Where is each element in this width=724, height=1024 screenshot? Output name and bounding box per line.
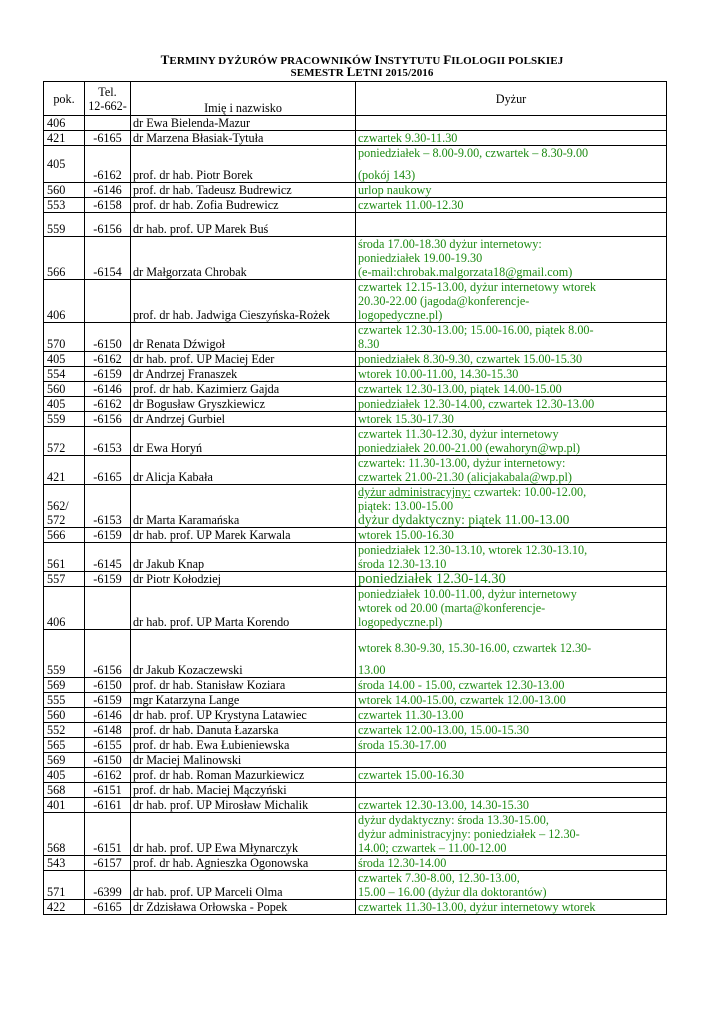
duty-line: 14.00; czwartek – 11.00-12.00 [358,841,507,855]
room-cell: 553 [44,198,85,213]
name-cell: dr hab. prof. UP Ewa Młynarczyk [131,813,356,856]
name-cell: dr hab. prof. UP Marek Buś [131,213,356,237]
name-cell: dr hab. prof. UP Marta Korendo [131,587,356,630]
name-cell: dr Ewa Horyń [131,427,356,456]
room-cell: 406 [44,587,85,630]
document-title-line1: TERMINY DYŻURÓW PRACOWNIKÓW INSTYTUTU FILOLOGII POLSKIEJ [160,52,564,67]
phone-cell: -6162 [85,352,131,367]
name-cell: prof. dr hab. Roman Mazurkiewicz [131,768,356,783]
duty-line: poniedziałek – 8.00-9.00, czwartek – 8.30-9.00 [358,146,589,160]
table-row [44,572,667,587]
table-row [44,528,667,543]
name-cell: dr Małgorzata Chrobak [131,237,356,280]
room-cell: 559 [44,412,85,427]
table-row [44,768,667,783]
table-row [44,871,667,900]
duty-line: czwartek 21.00-21.30 (alicjakabala@wp.pl) [358,470,572,484]
duty-cell [356,708,667,723]
phone-cell: -6155 [85,738,131,753]
name-cell: mgr Katarzyna Lange [131,693,356,708]
duty-line: czwartek 12.00-13.00, 15.00-15.30 [358,723,529,737]
table-row [44,813,667,856]
table-row [44,900,667,915]
phone-cell: -6159 [85,572,131,587]
name-cell: prof. dr hab. Ewa Łubieniewska [131,738,356,753]
duty-line: 15.00 – 16.00 (dyżur dla doktorantów) [358,885,547,899]
name-cell: dr Bogusław Gryszkiewicz [131,397,356,412]
name-cell: prof. dr hab. Agnieszka Ogonowska [131,856,356,871]
room-cell: 405 [44,768,85,783]
table-row [44,693,667,708]
header-duty: Dyżur [356,82,667,116]
table-row [44,456,667,485]
duty-line: dyżur administracyjny: czwartek: 10.00-12.00, [358,485,587,499]
phone-cell: -6146 [85,708,131,723]
table-row [44,708,667,723]
name-cell: dr Maciej Malinowski [131,753,356,768]
duty-cell [356,456,667,485]
name-cell: prof. dr hab. Kazimierz Gajda [131,382,356,397]
duty-cell [356,587,667,630]
phone-cell: -6150 [85,678,131,693]
table-row [44,237,667,280]
table-row [44,183,667,198]
table-header-row [44,82,667,116]
duty-cell [356,693,667,708]
duty-line: 8.30 [358,337,380,351]
table-row [44,543,667,572]
duty-line: poniedziałek 8.30-9.30, czwartek 15.00-15.30 [358,352,583,366]
room-cell: 568 [44,813,85,856]
name-cell: dr Piotr Kołodziej [131,572,356,587]
name-cell: dr Marta Karamańska [131,485,356,528]
duty-line: piątek: 13.00-15.00 [358,499,454,513]
duty-cell [356,352,667,367]
duty-cell [356,798,667,813]
name-cell: dr Zdzisława Orłowska - Popek [131,900,356,915]
table-row [44,753,667,768]
room-cell: 421 [44,456,85,485]
duty-cell [356,198,667,213]
duty-line: wtorek 15.00-16.30 [358,528,454,542]
duty-line: logopedyczne.pl) [358,308,443,322]
room-cell: 557 [44,572,85,587]
duty-cell [356,900,667,915]
duty-cell [356,146,667,183]
phone-cell: -6154 [85,237,131,280]
room-cell: 570 [44,323,85,352]
duty-line: czwartek 11.00-12.30 [358,198,464,212]
duty-line: czwartek 12.15-13.00, dyżur internetowy wtorek [358,280,596,294]
phone-cell: -6150 [85,753,131,768]
duty-cell [356,116,667,131]
room-cell: 560 [44,708,85,723]
duty-cell [356,427,667,456]
room-cell: 401 [44,798,85,813]
name-cell: dr hab. prof. UP Marek Karwala [131,528,356,543]
table-row [44,280,667,323]
phone-cell: -6156 [85,630,131,678]
table-row [44,397,667,412]
room-cell: 572 [44,427,85,456]
phone-cell: -6158 [85,198,131,213]
room-cell: 543 [44,856,85,871]
duty-cell [356,572,667,587]
name-cell: dr hab. prof. UP Mirosław Michalik [131,798,356,813]
phone-cell: -6159 [85,367,131,382]
room-cell: 568 [44,783,85,798]
room-cell: 405 [44,146,85,183]
name-cell: dr Ewa Bielenda-Mazur [131,116,356,131]
name-cell: dr hab. prof. UP Krystyna Latawiec [131,708,356,723]
duty-line: czwartek 11.30-13.00, dyżur internetowy wtorek [358,900,596,914]
table-row [44,352,667,367]
table-row [44,856,667,871]
duty-line: (pokój 143) [358,168,416,182]
room-cell: 561 [44,543,85,572]
duty-cell [356,183,667,198]
duty-line: środa 12.30-13.10 [358,557,447,571]
duty-cell [356,783,667,798]
duty-line: poniedziałek 10.00-11.00, dyżur internetowy [358,587,577,601]
table-row [44,798,667,813]
room-cell: 565 [44,738,85,753]
header-name: Imię i nazwisko [131,82,356,116]
duty-line: poniedziałek 12.30-14.00, czwartek 12.30-13.00 [358,397,595,411]
table-row [44,146,667,183]
room-cell: 566 [44,528,85,543]
phone-cell: -6162 [85,146,131,183]
duty-line: dyżur administracyjny: poniedziałek – 12.30- [358,827,580,841]
table-row [44,323,667,352]
document-title-line2: SEMESTR LETNI 2015/2016 [290,64,434,79]
phone-cell: -6399 [85,871,131,900]
duty-cell [356,528,667,543]
duty-line: środa 17.00-18.30 dyżur internetowy: [358,237,542,251]
name-cell: prof. dr hab. Tadeusz Budrewicz [131,183,356,198]
duty-cell [356,397,667,412]
name-cell: prof. dr hab. Zofia Budrewicz [131,198,356,213]
phone-cell: -6161 [85,798,131,813]
table-row [44,587,667,630]
duty-cell [356,768,667,783]
name-cell: dr Jakub Knap [131,543,356,572]
table-row [44,412,667,427]
duty-line: czwartek 11.30-13.00 [358,708,464,722]
phone-cell: -6153 [85,485,131,528]
table-row [44,485,667,528]
room-cell: 566 [44,237,85,280]
name-cell: prof. dr hab. Stanisław Koziara [131,678,356,693]
name-cell: dr Marzena Błasiak-Tytuła [131,131,356,146]
phone-cell: -6159 [85,528,131,543]
table-row [44,131,667,146]
duty-line: środa 15.30-17.00 [358,738,447,752]
name-cell: prof. dr hab. Jadwiga Cieszyńska-Rożek [131,280,356,323]
room-cell: 406 [44,116,85,131]
table-row [44,723,667,738]
duty-cell [356,213,667,237]
room-cell: 554 [44,367,85,382]
duty-line: poniedziałek 20.00-21.00 (ewahoryn@wp.pl) [358,441,581,455]
room-cell: 569 [44,678,85,693]
duty-line: środa 14.00 - 15.00, czwartek 12.30-13.00 [358,678,565,692]
phone-cell: -6148 [85,723,131,738]
room-cell: 559 [44,213,85,237]
room-cell: 405 [44,397,85,412]
table-row [44,367,667,382]
table-body [44,116,667,915]
name-cell: prof. dr hab. Maciej Mączyński [131,783,356,798]
table-row [44,427,667,456]
table-row [44,783,667,798]
duty-line: logopedyczne.pl) [358,615,443,629]
duty-line: poniedziałek 12.30-13.10, wtorek 12.30-13.10, [358,543,588,557]
table-row [44,738,667,753]
room-cell: 569 [44,753,85,768]
phone-cell: -6145 [85,543,131,572]
room-cell: 559 [44,630,85,678]
name-cell: dr Jakub Kozaczewski [131,630,356,678]
duty-line: czwartek 9.30-11.30 [358,131,458,145]
duty-line: środa 12.30-14.00 [358,856,447,870]
phone-cell: -6156 [85,412,131,427]
room-cell: 560 [44,183,85,198]
table-row [44,678,667,693]
duty-cell [356,738,667,753]
phone-cell: -6156 [85,213,131,237]
name-cell: dr hab. prof. UP Marceli Olma [131,871,356,900]
duty-line: 20.30-22.00 (jagoda@konferencje- [358,294,530,308]
duty-line: czwartek 7.30-8.00, 12.30-13.00, [358,871,520,885]
phone-cell: -6159 [85,693,131,708]
duty-line: czwartek 12.30-13.00, 14.30-15.30 [358,798,529,812]
duty-cell [356,678,667,693]
duty-line: wtorek 10.00-11.00, 14.30-15.30 [358,367,519,381]
duty-cell [356,753,667,768]
duty-line: czwartek 11.30-12.30, dyżur internetowy [358,427,559,441]
duty-cell [356,367,667,382]
duty-cell [356,382,667,397]
phone-cell: -6153 [85,427,131,456]
duty-cell [356,543,667,572]
name-cell: dr Andrzej Franaszek [131,367,356,382]
name-cell: prof. dr hab. Piotr Borek [131,146,356,183]
room-cell: 552 [44,723,85,738]
room-cell: 560 [44,382,85,397]
name-cell: dr Andrzej Gurbiel [131,412,356,427]
duty-cell [356,280,667,323]
duty-line: wtorek 15.30-17.30 [358,412,454,426]
duty-line: wtorek 8.30-9.30, 15.30-16.00, czwartek 12.30- [358,641,592,655]
duty-line: 13.00 [358,663,386,677]
phone-cell: -6150 [85,323,131,352]
duty-cell [356,856,667,871]
phone-cell: -6151 [85,813,131,856]
duty-schedule-table [43,81,667,915]
phone-cell [85,587,131,630]
room-cell: 562/ 572 [44,485,85,528]
duty-cell [356,323,667,352]
header-phone: Tel. 12-662- [85,82,131,116]
duty-line: dyżur dydaktyczny: piątek 11.00-13.00 [358,512,570,527]
phone-cell: -6165 [85,900,131,915]
room-cell: 571 [44,871,85,900]
duty-cell [356,412,667,427]
duty-line: czwartek 12.30-13.00, piątek 14.00-15.00 [358,382,562,396]
room-cell: 421 [44,131,85,146]
duty-line: urlop naukowy [358,183,432,197]
phone-cell: -6151 [85,783,131,798]
room-cell: 405 [44,352,85,367]
duty-line: wtorek od 20.00 (marta@konferencje- [358,601,546,615]
room-cell: 555 [44,693,85,708]
duty-cell [356,813,667,856]
duty-line: czwartek 12.30-13.00; 15.00-16.00, piątek 8.00- [358,323,594,337]
room-cell: 406 [44,280,85,323]
duty-line: dyżur dydaktyczny: środa 13.30-15.00, [358,813,549,827]
name-cell: prof. dr hab. Danuta Łazarska [131,723,356,738]
room-cell: 422 [44,900,85,915]
name-cell: dr Renata Dźwigoł [131,323,356,352]
phone-cell: -6146 [85,382,131,397]
table-row [44,382,667,397]
table-row [44,213,667,237]
name-cell: dr Alicja Kabała [131,456,356,485]
duty-cell [356,723,667,738]
phone-cell: -6146 [85,183,131,198]
header-room: pok. [44,82,85,116]
phone-cell: -6162 [85,768,131,783]
table-row [44,116,667,131]
phone-cell: -6165 [85,131,131,146]
phone-cell [85,280,131,323]
phone-cell: -6157 [85,856,131,871]
duty-line: (e-mail:chrobak.malgorzata18@gmail.com) [358,265,573,279]
table-row [44,630,667,678]
phone-cell [85,116,131,131]
duty-line: wtorek 14.00-15.00, czwartek 12.00-13.00 [358,693,566,707]
duty-cell [356,630,667,678]
phone-cell: -6162 [85,397,131,412]
phone-cell: -6165 [85,456,131,485]
duty-line: poniedziałek 12.30-14.30 [358,571,506,587]
duty-cell [356,485,667,528]
duty-line: poniedziałek 19.00-19.30 [358,251,483,265]
duty-cell [356,237,667,280]
duty-cell [356,131,667,146]
duty-cell [356,871,667,900]
duty-line: czwartek 15.00-16.30 [358,768,464,782]
table-row [44,198,667,213]
name-cell: dr hab. prof. UP Maciej Eder [131,352,356,367]
duty-line: czwartek: 11.30-13.00, dyżur internetowy: [358,456,566,470]
